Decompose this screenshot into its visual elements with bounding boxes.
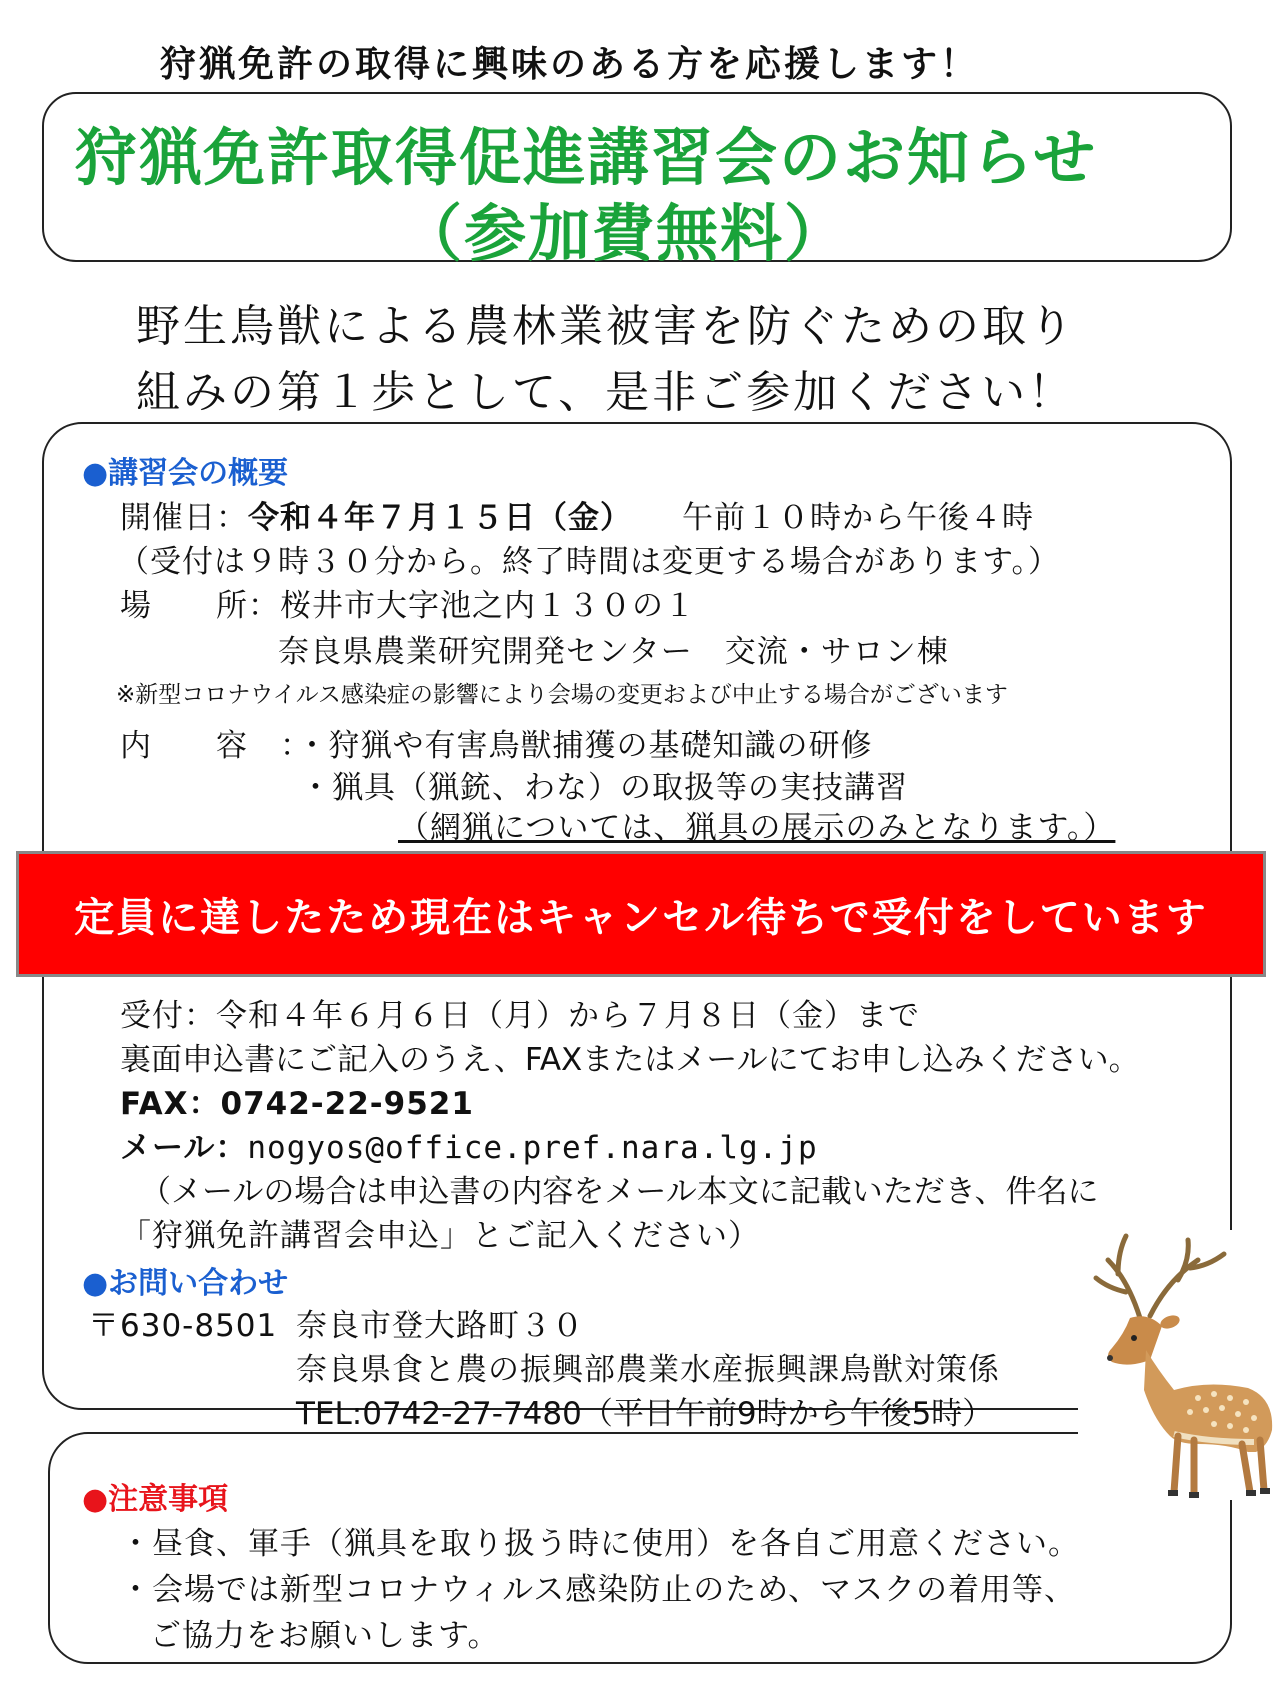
mail-address[interactable]: nogyos@office.pref.nara.lg.jp [247, 1130, 818, 1166]
mail-note-1: （メールの場合は申込書の内容をメール本文に記載いただき、件名に [140, 1174, 1099, 1210]
lead-line-2: 組みの第１歩として、是非ご参加ください！ [136, 367, 1076, 418]
lead-line-1: 野生鳥獣による農林業被害を防ぐための取り [136, 301, 1076, 352]
reception-note: （受付は９時３０分から。終了時間は変更する場合があります。） [118, 544, 1061, 580]
contact-heading-text: ●お問い合わせ [82, 1266, 289, 1301]
contact-tel: TEL:0742-27-7480（平日午前9時から午後5時） [296, 1396, 994, 1432]
mail-label: メール： [120, 1130, 248, 1166]
deer-icon [1078, 1230, 1284, 1500]
overview-heading [82, 448, 288, 492]
fax-number: FAX：0742-22-9521 [120, 1086, 474, 1122]
content-line-1 [120, 720, 873, 765]
notes-item-1: ・昼食、軍手（猟具を取り扱う時に使用）を各自ご用意ください。 [120, 1526, 1080, 1562]
application-period: 受付：令和４年６月６日（月）から７月８日（金）まで [120, 998, 920, 1034]
deer-illustration [1078, 1230, 1284, 1500]
date-line [120, 492, 1034, 537]
mail-line [120, 1122, 818, 1167]
time-value: 午前１０時から午後４時 [682, 500, 1034, 536]
overview-heading-text: ●講習会の概要 [82, 456, 289, 491]
page-title: 狩猟免許取得促進講習会のお知らせ [75, 121, 1098, 194]
mail-note-2: 「狩猟免許講習会申込」とご記入ください） [120, 1218, 760, 1254]
contact-address: 奈良市登大路町３０ [296, 1308, 584, 1344]
date-value: 令和４年７月１５日（金） [248, 500, 632, 536]
waitlist-banner-text: 定員に達したため現在はキャンセル待ちで受付をしています [74, 894, 1208, 941]
waitlist-banner [16, 851, 1266, 977]
notes-item-2: ・会場では新型コロナウィルス感染防止のため、マスクの着用等、 [120, 1572, 1076, 1608]
application-instruction: 裏面申込書にご記入のうえ、FAXまたはメールにてお申し込みください。 [120, 1042, 1140, 1078]
notes-item-2-cont: ご協力をお願いします。 [150, 1618, 500, 1654]
page-subtitle: （参加費無料） [400, 197, 849, 270]
contact-postal: 〒630-8501 [88, 1308, 278, 1344]
content-item-2: ・猟具（猟銃、わな）の取扱等の実技講習 [300, 770, 908, 806]
tagline: 狩猟免許の取得に興味のある方を応援します！ [160, 44, 980, 85]
covid-note: ※新型コロナウイルス感染症の影響により会場の変更および中止する場合がございます [116, 682, 1008, 708]
notes-heading [82, 1474, 228, 1518]
contact-heading [82, 1258, 288, 1302]
place-venue: 奈良県農業研究開発センター 交流・サロン棟 [278, 634, 949, 670]
place-line [120, 580, 696, 625]
content-note: （網猟については、猟具の展示のみとなります。） [398, 810, 1116, 846]
content-item-1: ・狩猟や有害鳥獣捕獲の基礎知識の研修 [296, 728, 873, 764]
notes-heading-text: ●注意事項 [82, 1482, 229, 1517]
contact-department: 奈良県食と農の振興部農業水産振興課鳥獣対策係 [296, 1352, 1000, 1388]
content-label: 内 容 ： [120, 728, 297, 764]
place-address: 桜井市大字池之内１３０の１ [280, 588, 696, 624]
place-label: 場 所： [120, 588, 280, 624]
date-label: 開催日： [120, 500, 248, 536]
